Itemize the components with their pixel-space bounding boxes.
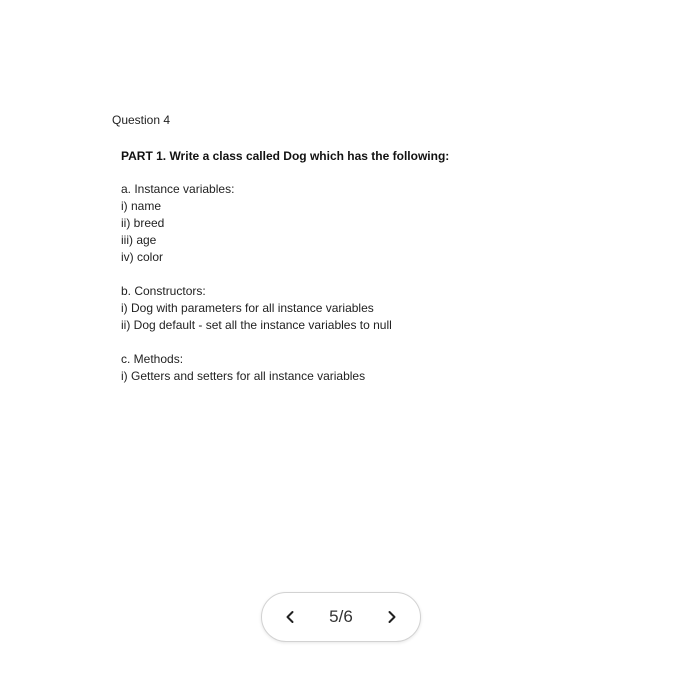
part-title: PART 1. Write a class called Dog which has the following:: [121, 149, 450, 163]
question-heading: Question 4: [112, 113, 171, 127]
page-navigator: [261, 592, 421, 642]
list-item: i) name: [121, 199, 162, 213]
list-item: iii) age: [121, 233, 157, 247]
previous-page-button[interactable]: [280, 607, 300, 627]
section-heading: c. Methods:: [121, 352, 184, 366]
section-constructors: [121, 283, 621, 334]
list-item: ii) Dog default - set all the instance variables to null: [121, 318, 392, 332]
section-heading: a. Instance variables:: [121, 182, 235, 196]
list-item: ii) breed: [121, 216, 165, 230]
next-page-button[interactable]: [382, 607, 402, 627]
chevron-right-icon: [386, 610, 398, 624]
section-instance-variables: [121, 181, 621, 266]
chevron-left-icon: [284, 610, 296, 624]
question-content: [121, 148, 621, 402]
section-heading: b. Constructors:: [121, 284, 206, 298]
list-item: i) Dog with parameters for all instance variables: [121, 301, 374, 315]
page-indicator: 5/6: [329, 607, 353, 626]
list-item: iv) color: [121, 250, 164, 264]
section-methods: [121, 351, 621, 385]
list-item: i) Getters and setters for all instance variables: [121, 369, 366, 383]
